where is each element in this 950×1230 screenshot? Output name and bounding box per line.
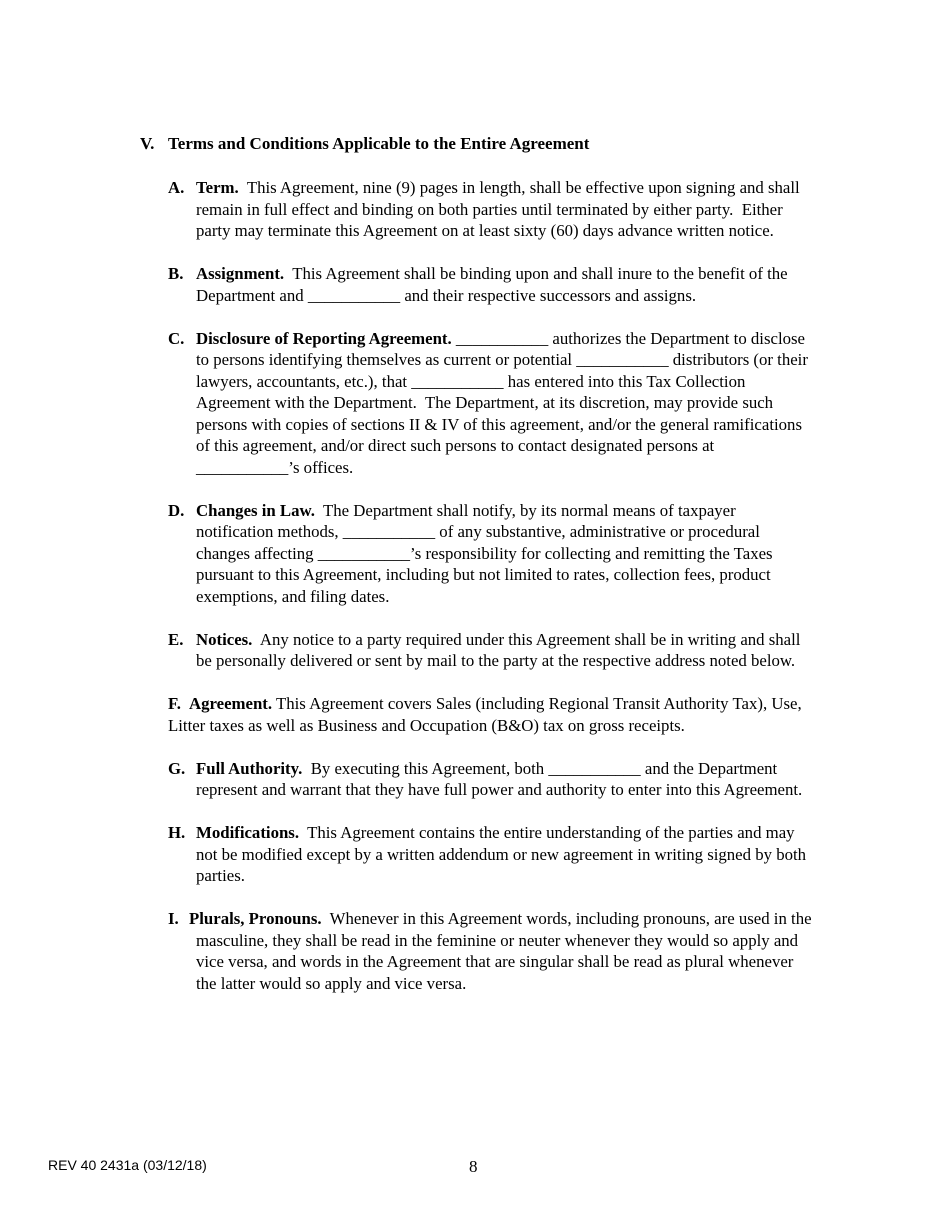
clause-plurals-pronouns xyxy=(168,908,816,994)
clause-text: This Agreement, nine (9) pages in length, shall be effective upon signing and shall remain in full effect and binding on both parties until terminated by either party. Either party may terminate this Agreement on at least sixty (60) days advance written notice. xyxy=(196,178,804,240)
clause-text: Any notice to a party required under this Agreement shall be in writing and shall be personally delivered or sent by mail to the party at the respective address noted below. xyxy=(196,629,805,670)
clause-letter: H. xyxy=(168,823,186,842)
clause-text: This Agreement contains the entire understanding of the parties and may not be modified except by a written addendum or new agreement in writing signed by both parties. xyxy=(196,823,811,885)
clause-text: ___________ authorizes the Department to disclose to persons identifying themselves as current or potential ___________ distributors (or their lawyers, accountants, etc.), that ___________ has entered into this Tax Collection Agreement with the Department. The Department, at its discretion, may provide such persons with copies of sections II & IV of this agreement, and/or the general ramifications of this agreement, and/or direct such persons to contact designated persons at ___________’s offices. xyxy=(196,328,813,477)
clause-title: Full Authority. xyxy=(196,758,303,778)
clause-term xyxy=(168,177,813,242)
clause-full-authority xyxy=(168,758,813,801)
section-heading xyxy=(140,134,589,154)
clause-title: Notices. xyxy=(196,629,253,649)
clause-list xyxy=(168,177,816,1016)
clause-changes-in-law xyxy=(168,500,813,608)
clause-letter: G. xyxy=(168,758,186,778)
clause-letter: D. xyxy=(168,500,185,520)
clause-title: Plurals, Pronouns. xyxy=(189,909,322,928)
clause-agreement xyxy=(168,693,813,736)
page-number: 8 xyxy=(469,1157,478,1176)
clause-text: The Department shall notify, by its normal means of taxpayer notification methods, ___________ of any substantive, administrative or procedural changes affecting ___________’s responsibility for collecting and remitting the Taxes pursuant to this Agreement, including but not limited to rates, collection fees, product exemptions, and filing dates. xyxy=(196,500,777,606)
clause-letter: E. xyxy=(168,629,184,649)
clause-assignment xyxy=(168,263,813,306)
section-number: V. xyxy=(140,134,155,153)
clause-title: Term. xyxy=(196,178,239,197)
clause-text: This Agreement covers Sales (including Regional Transit Authority Tax), Use, Litter taxes as well as Business and Occupation (B&O) tax on gross receipts. xyxy=(168,694,806,735)
clause-modifications xyxy=(168,822,813,887)
form-identifier: REV 40 2431a (03/12/18) xyxy=(48,1157,207,1173)
clause-letter: B. xyxy=(168,264,184,283)
clause-letter: I. xyxy=(168,909,179,928)
clause-title: Changes in Law. xyxy=(196,500,315,520)
section-title: Terms and Conditions Applicable to the Entire Agreement xyxy=(168,134,590,153)
clause-title: Assignment. xyxy=(196,264,285,283)
clause-letter: C. xyxy=(168,328,185,348)
clause-text: This Agreement shall be binding upon and shall inure to the benefit of the Department and ___________ and their respective successors and assigns. xyxy=(196,264,792,305)
clause-text: By executing this Agreement, both ___________ and the Department represent and warrant that they have full power and authority to enter into this Agreement. xyxy=(196,758,803,799)
clause-text: Whenever in this Agreement words, including pronouns, are used in the masculine, they shall be read in the feminine or neuter whenever they would so apply and vice versa, and words in the Agreement that are singular shall be read as plural whenever the latter would so apply and vice versa. xyxy=(196,909,816,993)
clause-disclosure xyxy=(168,328,813,479)
clause-letter: A. xyxy=(168,178,185,197)
clause-notices xyxy=(168,629,813,672)
clause-title: Modifications. xyxy=(196,823,300,842)
clause-title: Disclosure of Reporting Agreement. xyxy=(196,328,452,348)
clause-title: Agreement. xyxy=(189,694,273,713)
clause-letter: F. xyxy=(168,694,181,713)
